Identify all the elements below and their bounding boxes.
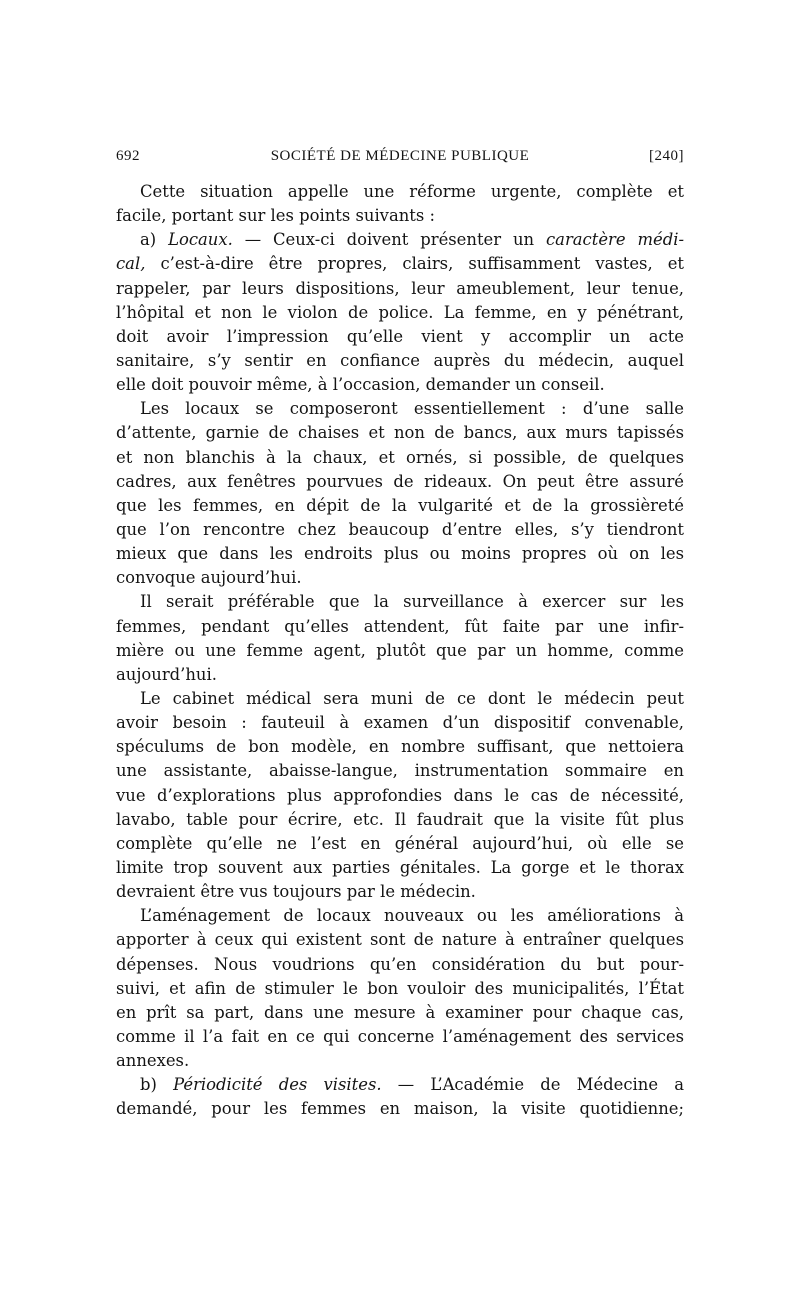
text-line: que l’on rencontre chez beaucoup d’entre elles, s’y tiendront	[116, 519, 684, 539]
text-run: — Ceux-ci doivent présenter un	[232, 230, 546, 250]
list-marker: b)	[140, 1075, 174, 1095]
text-line: d’attente, garnie de chaises et non de bancs, aux murs tapissés	[116, 423, 684, 443]
text-line: comme il l’a fait en ce qui concerne l’aménagement des services	[116, 1026, 684, 1046]
emphasis-text: cal,	[116, 254, 146, 274]
text-line: sanitaire, s’y sentir en confiance auprès du médecin, auquel	[116, 350, 684, 370]
text-line: en prît sa part, dans une mesure à examiner pour chaque cas,	[116, 1002, 684, 1022]
text-line: dépenses. Nous voudrions qu’en considération du but pour-	[116, 954, 684, 974]
section-heading-periodicite: Périodicité des visites.	[173, 1075, 382, 1095]
text-line: rappeler, par leurs dispositions, leur ameublement, leur tenue,	[116, 278, 684, 298]
body-text	[116, 180, 684, 1121]
text-line: elle doit pouvoir même, à l’occasion, demander un conseil.	[116, 375, 605, 395]
text-line: suivi, et afin de stimuler le bon vouloir des municipalités, l’État	[116, 978, 684, 998]
running-title: SOCIÉTÉ DE MÉDECINE PUBLIQUE	[270, 148, 530, 164]
text-line: avoir besoin : fauteuil à examen d’un dispositif convenable,	[116, 713, 684, 733]
text-line: cadres, aux fenêtres pourvues de rideaux. On peut être assuré	[116, 471, 684, 491]
text-line: convoque aujourd’hui.	[116, 568, 302, 588]
text-line: spéculums de bon modèle, en nombre suffisant, que nettoiera	[116, 737, 684, 757]
text-line: doit avoir l’impression qu’elle vient y accomplir un acte	[116, 326, 684, 346]
emphasis-text: caractère médi-	[546, 230, 684, 250]
text-line: Les locaux se composeront essentiellement : d’une salle	[140, 399, 684, 419]
text-run: — L’Académie de Médecine a	[381, 1075, 684, 1095]
text-line	[116, 1073, 684, 1097]
text-line: Il serait préférable que la surveillance à exercer sur les	[140, 592, 684, 612]
text-line: une assistante, abaisse-langue, instrumentation sommaire en	[116, 761, 684, 781]
text-line: apporter à ceux qui existent sont de nature à entraîner quelques	[116, 930, 684, 950]
text-line: mieux que dans les endroits plus ou moins propres où on les	[116, 544, 684, 564]
text-line: L’aménagement de locaux nouveaux ou les améliorations à	[140, 906, 684, 926]
bracket-page-reference: [240]	[649, 148, 684, 164]
text-line	[116, 228, 684, 252]
text-line: complète qu’elle ne l’est en général aujourd’hui, où elle se	[116, 833, 684, 853]
text-line: devraient être vus toujours par le médecin.	[116, 882, 476, 902]
page-number: 692	[116, 148, 140, 164]
text-line: et non blanchis à la chaux, et ornés, si possible, de quelques	[116, 447, 684, 467]
text-line: Le cabinet médical sera muni de ce dont le médecin peut	[140, 688, 684, 708]
text-line: annexes.	[116, 1051, 190, 1071]
text-line: limite trop souvent aux parties génitales. La gorge et le thorax	[116, 857, 684, 877]
text-line: femmes, pendant qu’elles attendent, fût faite par une infir-	[116, 616, 684, 636]
text-line: facile, portant sur les points suivants :	[116, 206, 436, 226]
running-header	[116, 148, 684, 170]
text-line: aujourd’hui.	[116, 664, 217, 684]
text-line	[116, 252, 684, 276]
text-line: que les femmes, en dépit de la vulgarité et de la grossièreté	[116, 495, 684, 515]
list-marker: a)	[140, 230, 169, 250]
text-line: l’hôpital et non le violon de police. La femme, en y pénétrant,	[116, 302, 684, 322]
text-run: c’est-à-dire être propres, clairs, suffisamment vastes, et	[145, 254, 684, 274]
section-heading-locaux: Locaux.	[168, 230, 233, 250]
text-line: mière ou une femme agent, plutôt que par un homme, comme	[116, 640, 684, 660]
text-line: Cette situation appelle une réforme urgente, complète et	[140, 182, 684, 201]
text-line: demandé, pour les femmes en maison, la visite quotidienne;	[116, 1099, 684, 1119]
text-line: lavabo, table pour écrire, etc. Il faudrait que la visite fût plus	[116, 809, 684, 829]
text-line: vue d’explorations plus approfondies dans le cas de nécessité,	[116, 785, 684, 805]
